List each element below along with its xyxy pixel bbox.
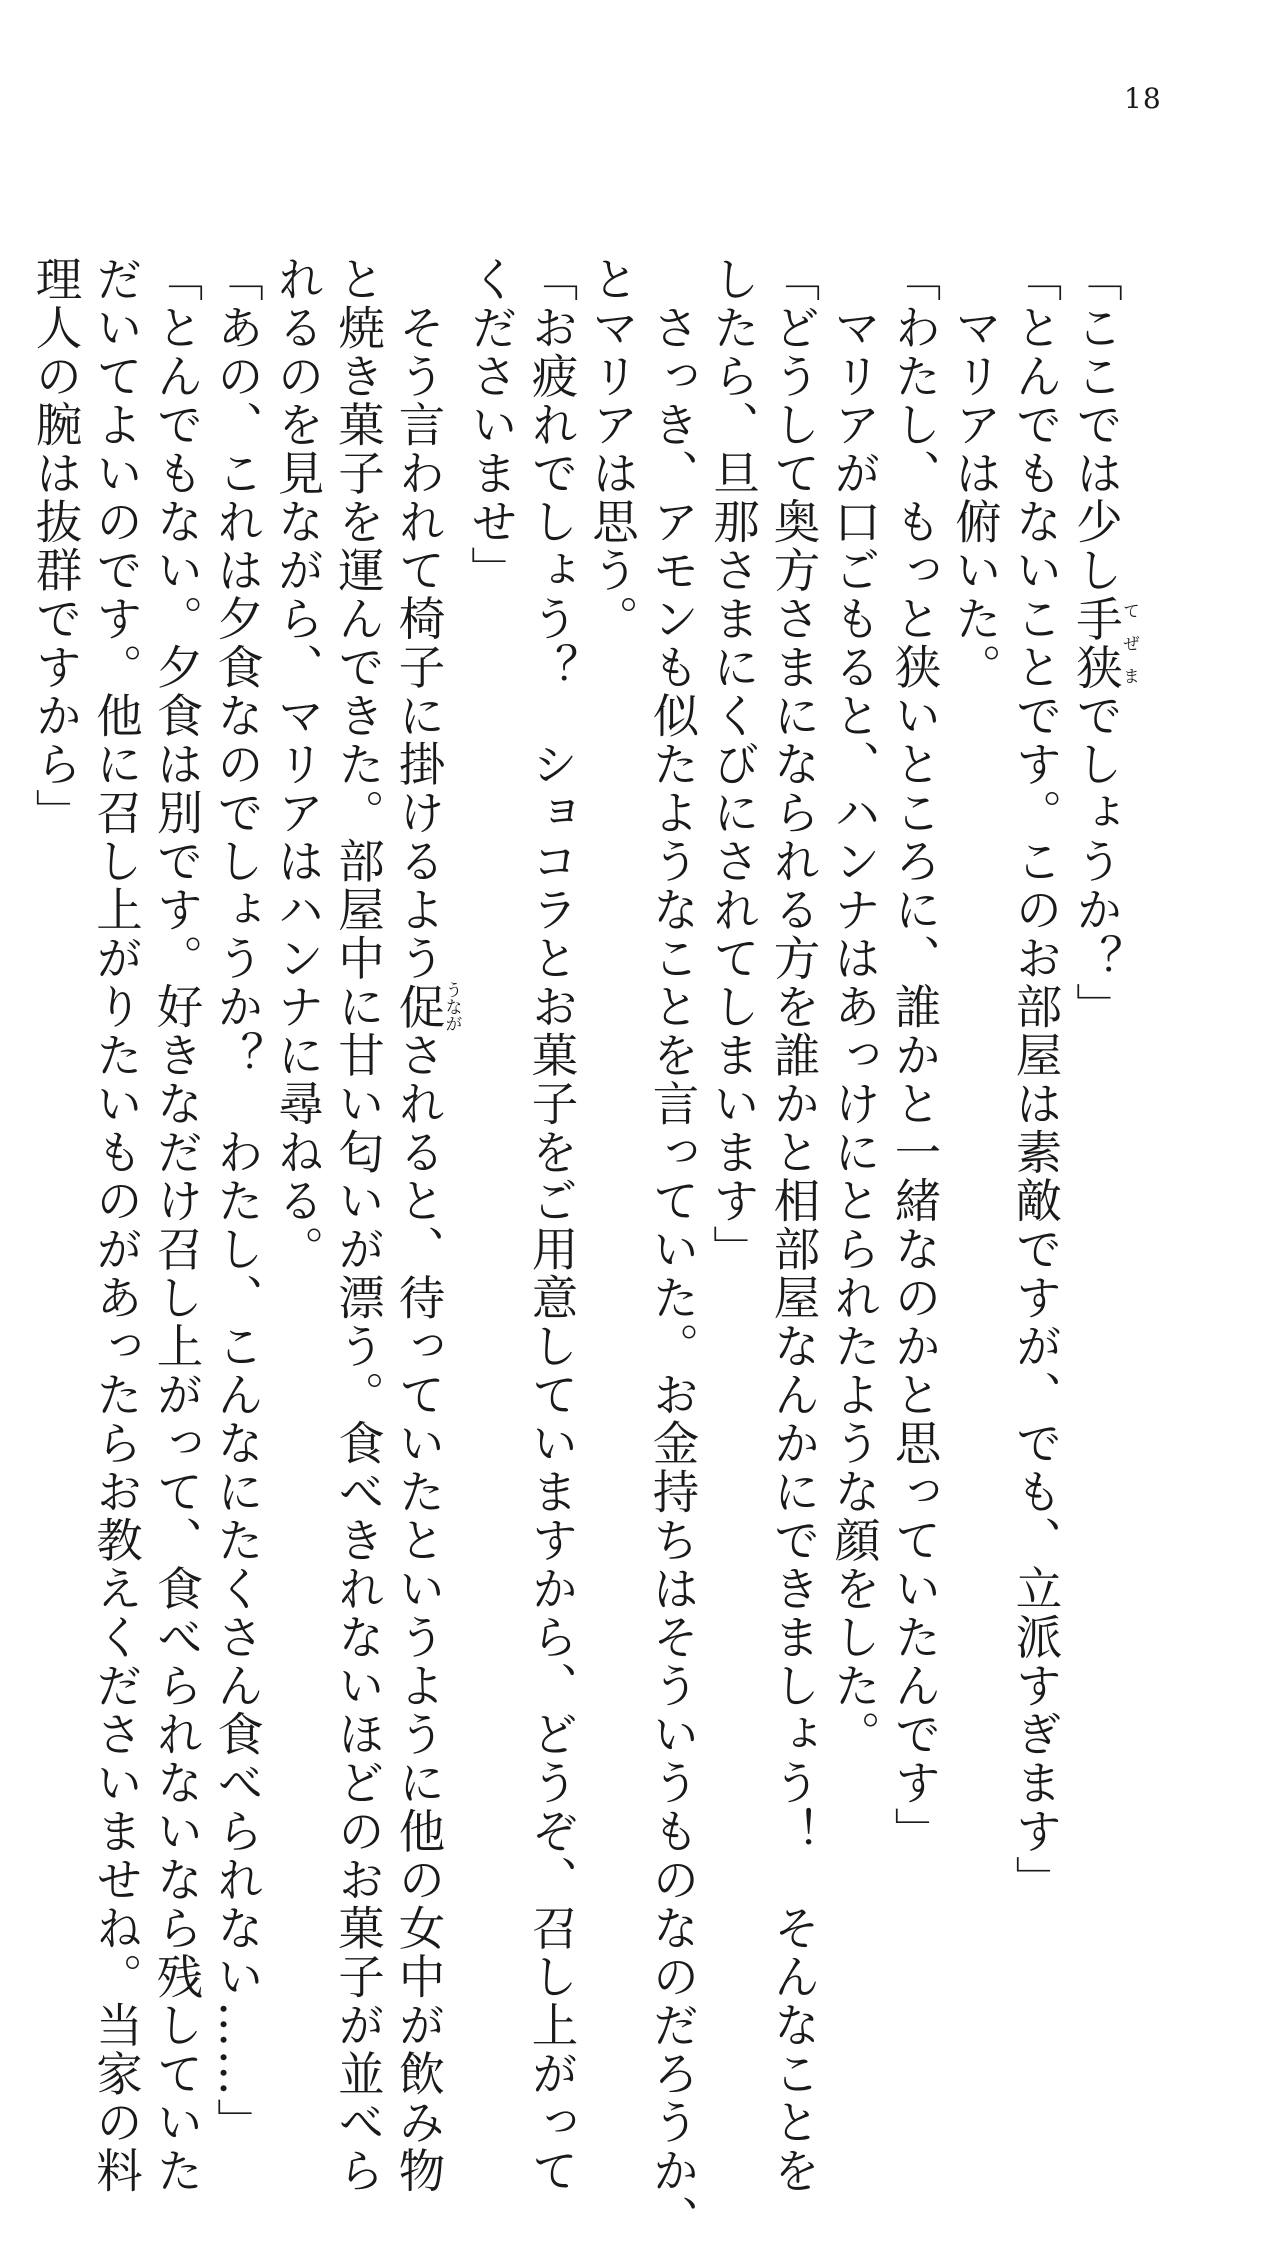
ruby-annotation: 促うなが [391,981,462,1033]
text-line: 理人の腕は抜群ですから」 [28,255,83,837]
text-line: 「どうして奥方さまになられる方を誰かと相部屋なんかにできましょう！ そんなことを [766,255,821,2195]
text-line: 「わたし、もっと狭いところに、誰かと一緒なのかと思っていたんです」 [887,255,942,1856]
text-line: くださいませ」 [464,255,518,595]
text-line: だいてよいのです。他に召し上がりたいものがあったらお教えくださいませね。当家の料 [89,255,143,2195]
text-line: 「あの、これは夕食なのでしょうか？ わたし、こんなにたくさん食べられない……」 [210,255,264,2147]
text-line: さっき、アモンも似たようなことを言っていた。お金持ちはそういうものなのだろうか、 [645,255,700,2244]
text-line: 「お疲れでしょう？ ショコラとお菓子をご用意していますから、どうぞ、召し上がって [524,255,579,2195]
text-line: マリアは俯いた。 [948,255,1002,692]
text-line: れるのを見ながら、マリアはハンナに尋ねる。 [270,255,325,1274]
text-line: したら、旦那さまにくびにされてしまいます」 [706,255,760,1274]
text-line: と焼き菓子を運んできた。部屋中に甘い匂いが漂う。食べきれないほどのお菓子が並べら [331,255,385,2195]
text-line: とマリアは思う。 [585,255,639,643]
body-text [25,255,1139,2244]
text-line: マリアが口ごもると、ハンナはあっけにとられたような顔をした。 [827,255,881,1759]
page-number: 18 [1124,82,1162,115]
text-line: 「ここでは少し手狭てぜまでしょうか？」 [1069,255,1139,1031]
text-line: そう言われて椅子に掛けるよう促うながされると、待っていたというように他の女中が飲み物 [391,255,462,2195]
ruby-annotation: 手狭てぜま [1069,594,1139,692]
text-line: 「とんでもないことです。このお部屋は素敵ですが、でも、立派すぎます」 [1008,255,1063,1904]
text-line: 「とんでもない。夕食は別です。好きなだけ召し上がって、食べられないなら残していた [149,255,204,2195]
